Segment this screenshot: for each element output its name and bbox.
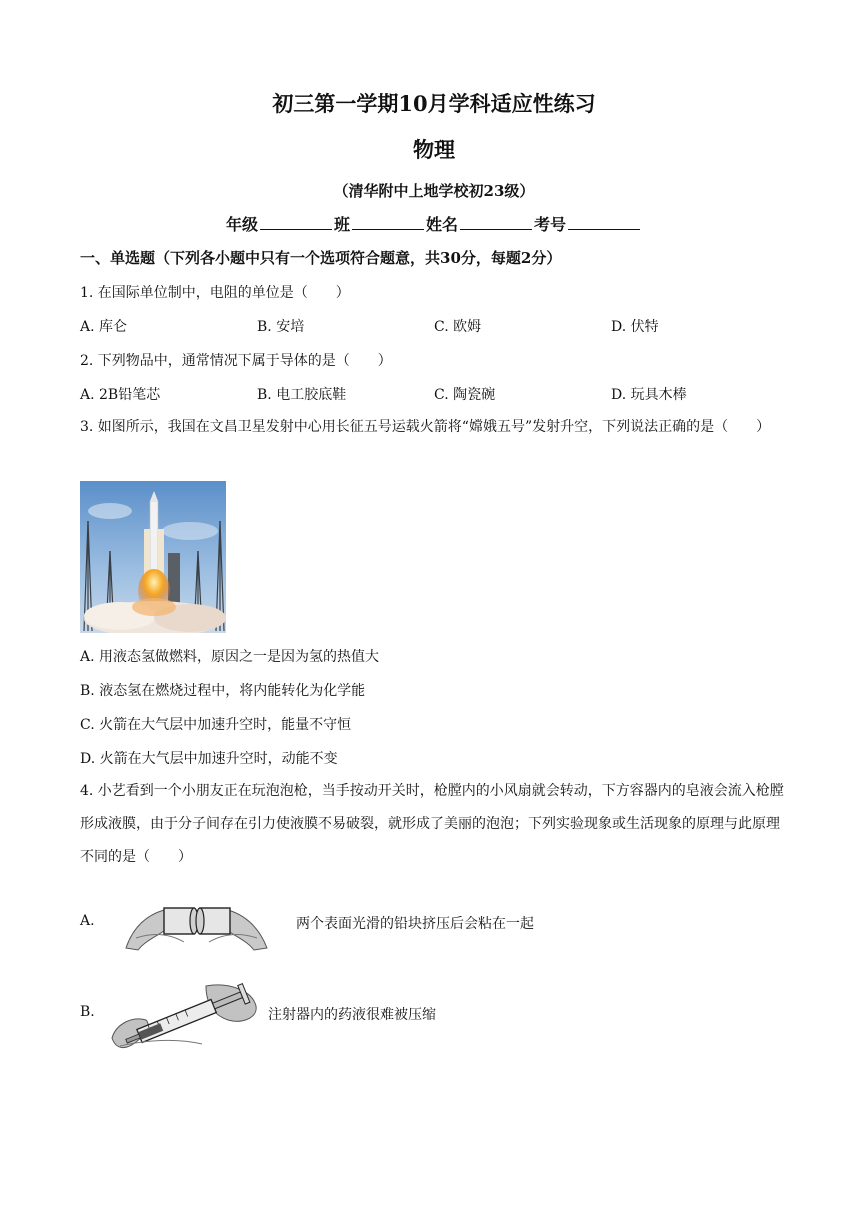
exam-title: 初三第一学期10月学科适应性练习 (272, 91, 596, 116)
question-4-option-a-text: 两个表面光滑的铅块挤压后会粘在一起 (296, 916, 534, 932)
name-label: 姓名 (426, 215, 459, 234)
grade-label: 年级 (225, 215, 258, 234)
class-blank[interactable] (352, 213, 424, 230)
question-3-option-b: B. 液态氢在燃烧过程中，将内能转化为化学能 (80, 683, 366, 699)
question-2-option-b: B. 电工胶底鞋 (257, 387, 347, 403)
question-4-option-a-letter: A. (80, 913, 95, 929)
question-1-stem: 1. 在国际单位制中，电阻的单位是（ ） (80, 285, 350, 301)
question-1-option-c: C. 欧姆 (434, 319, 482, 335)
class-label: 班 (333, 215, 350, 234)
question-2-option-a: A. 2B铅笔芯 (80, 387, 161, 403)
grade-blank[interactable] (260, 213, 332, 230)
question-3-stem: 3. 如图所示，我国在文昌卫星发射中心用长征五号运载火箭将“嫦娥五号”发射升空，下列说法正确的是（ ） (80, 419, 771, 435)
question-2-stem: 2. 下列物品中，通常情况下属于导体的是（ ） (80, 353, 392, 369)
question-1-option-d: D. 伏特 (611, 319, 659, 335)
question-3-option-c: C. 火箭在大气层中加速升空时，能量不守恒 (80, 717, 352, 733)
question-2-option-c: C. 陶瓷碗 (434, 387, 496, 403)
rocket-launch-image (80, 481, 226, 633)
student-info-line (0, 212, 868, 235)
name-blank[interactable] (460, 213, 532, 230)
exam-no-blank[interactable] (568, 213, 640, 230)
subject-title: 物理 (413, 137, 455, 162)
question-3-option-a: A. 用液态氢做燃料，原因之一是因为氢的热值大 (80, 649, 380, 665)
school-subtitle: （清华附中上地学校初23级） (333, 182, 535, 200)
question-2-option-d: D. 玩具木棒 (611, 387, 687, 403)
lead-blocks-illustration (124, 890, 269, 952)
question-1-option-b: B. 安培 (257, 319, 305, 335)
question-4-stem: 4. 小艺看到一个小朋友正在玩泡泡枪，当手按动开关时，枪膛内的小风扇就会转动，下方容器内的皂液会流入枪膛形成液膜，由于分子间存在引力使液膜不易破裂，就形成了美丽的泡泡；下列实验现象或生活现象的原理与此原理不同的是（ ） (80, 783, 784, 865)
question-4-option-b-letter: B. (80, 1004, 95, 1020)
question-4-option-b-text: 注射器内的药液很难被压缩 (268, 1007, 436, 1023)
syringe-illustration (106, 980, 262, 1052)
exam-no-label: 考号 (534, 215, 567, 234)
section-heading: 一、单选题（下列各小题中只有一个选项符合题意，共30分，每题2分） (80, 249, 562, 267)
question-1-option-a: A. 库仑 (80, 319, 128, 335)
question-3-option-d: D. 火箭在大气层中加速升空时，动能不变 (80, 751, 338, 767)
